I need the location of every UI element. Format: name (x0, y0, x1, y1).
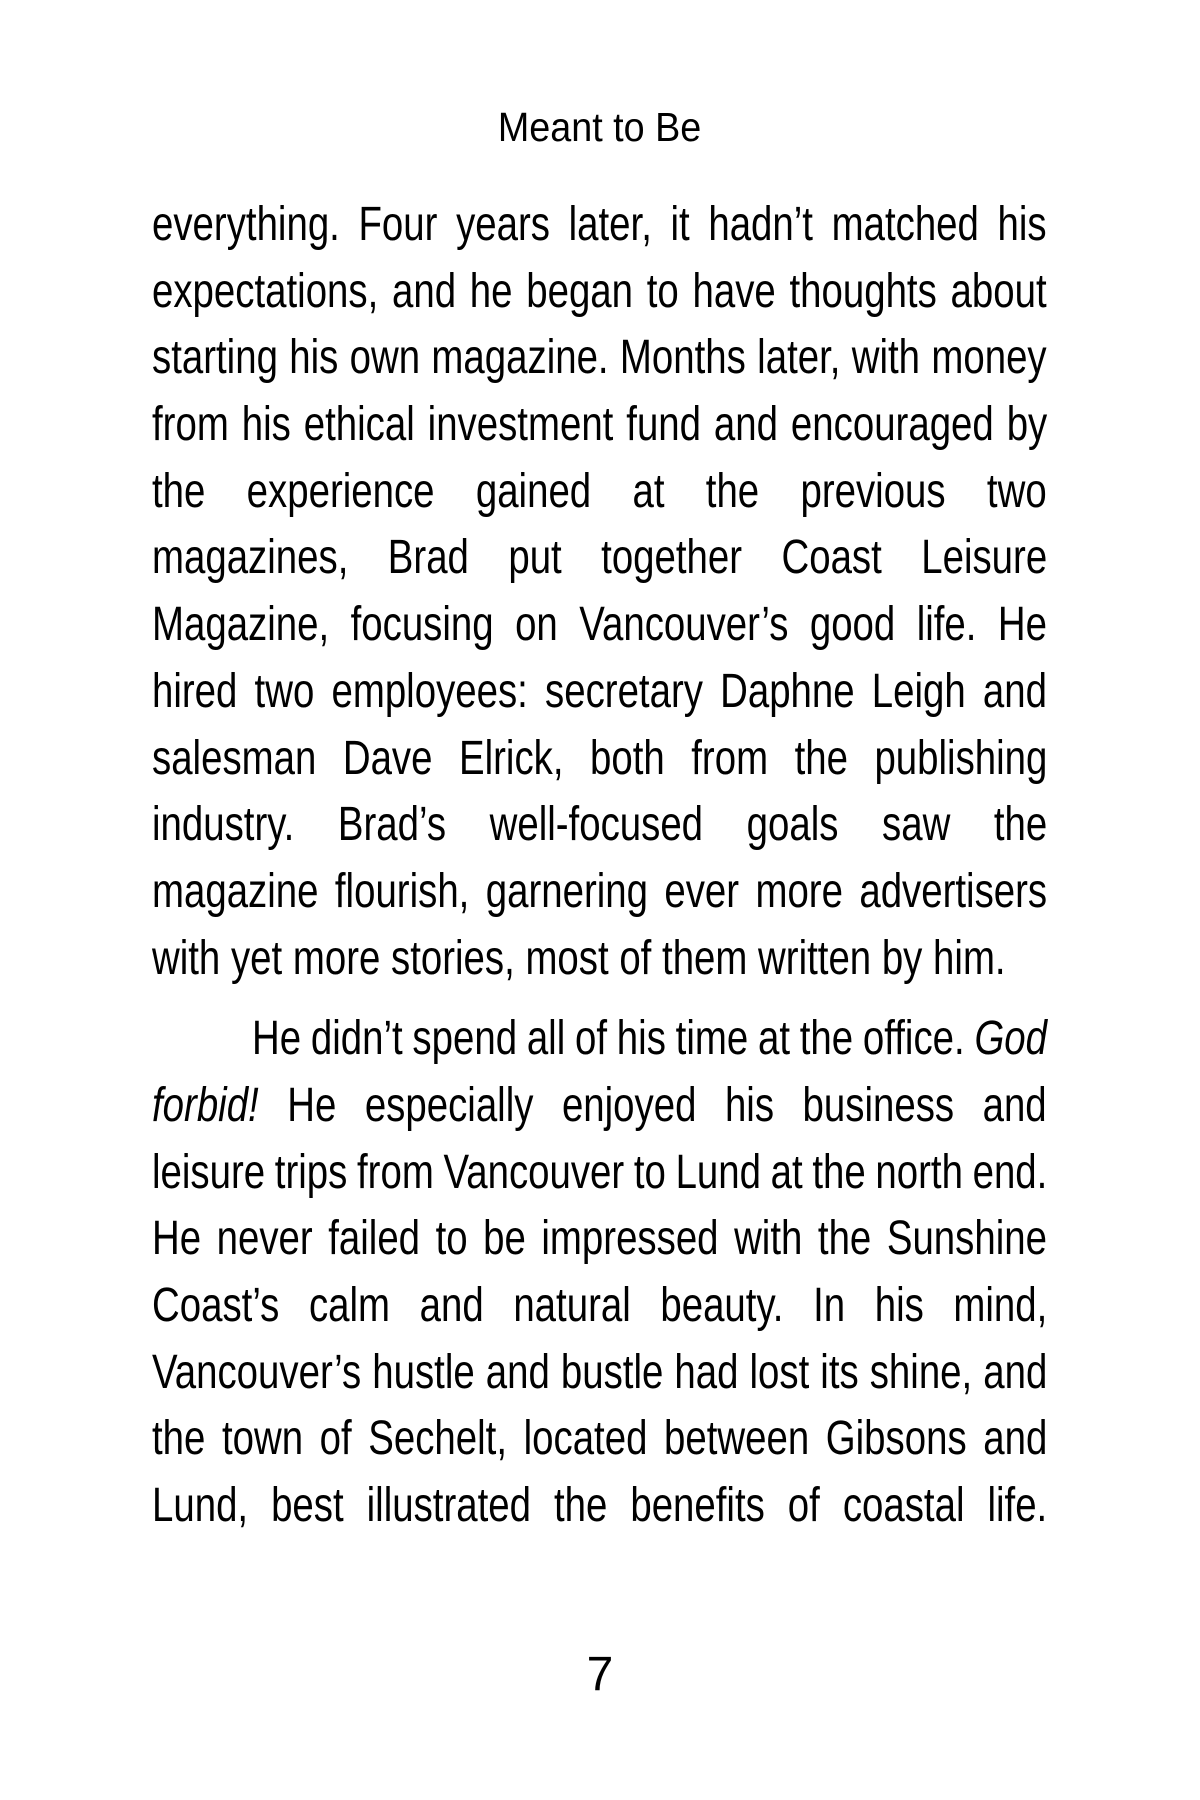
text-line-content (152, 1273, 1047, 1340)
page-number: 7 (586, 1648, 614, 1701)
text-line (152, 1406, 1047, 1473)
text-line (152, 1140, 1047, 1207)
text-line-content (152, 1206, 1047, 1273)
text-line (152, 192, 1047, 259)
paragraph (152, 192, 1047, 992)
text-line-content (152, 926, 1006, 993)
text-segment: magazine flourish, garnering ever more advertisers (152, 864, 1048, 918)
text-segment: Vancouver’s hustle and bustle had lost its shine, and (152, 1345, 1048, 1399)
text-segment: leisure trips from Vancouver to Lund at the north end. (152, 1145, 1048, 1199)
text-line-content (152, 325, 1047, 392)
text-segment: industry. Brad’s well-focused goals saw the (152, 798, 1048, 852)
text-line (152, 392, 1047, 459)
text-line (152, 859, 1047, 926)
text-segment: starting his own magazine. Months later, with money (152, 331, 1047, 385)
text-line (152, 726, 1047, 793)
text-line-content (152, 726, 1047, 793)
text-line-content (152, 792, 1047, 859)
text-segment: magazines, Brad put together Coast Leisure (152, 531, 1048, 585)
text-line-content (152, 1140, 1047, 1207)
text-line-content (152, 1073, 1047, 1140)
text-segment: salesman Dave Elrick, both from the publishing (152, 731, 1048, 785)
text-line-content (252, 1006, 1047, 1073)
text-segment: He never failed to be impressed with the Sunshine (152, 1212, 1047, 1266)
text-line (152, 325, 1047, 392)
text-line (152, 525, 1047, 592)
text-segment: He didn’t spend all of his time at the office. (252, 1012, 975, 1066)
text-line-content (152, 1473, 1047, 1540)
italic-text-segment: God (974, 1012, 1048, 1066)
text-line-content (152, 259, 1047, 326)
text-segment: the town of Sechelt, located between Gibsons and (152, 1412, 1048, 1466)
text-line (152, 1473, 1047, 1540)
text-line (152, 459, 1047, 526)
paragraph (152, 1006, 1047, 1540)
italic-text-segment: forbid! (152, 1078, 259, 1132)
text-line-content (152, 859, 1047, 926)
text-line (152, 1273, 1047, 1340)
text-segment: Lund, best illustrated the benefits of coastal life. (152, 1479, 1048, 1533)
text-line-content (152, 659, 1047, 726)
text-segment: everything. Four years later, it hadn’t matched his (152, 198, 1047, 251)
text-line (152, 1073, 1047, 1140)
text-line (152, 1340, 1047, 1407)
text-segment: the experience gained at the previous two (152, 464, 1047, 518)
text-segment: expectations, and he began to have thoughts about (152, 264, 1047, 318)
text-segment: Magazine, focusing on Vancouver’s good life. He (152, 598, 1047, 652)
page-title-text: Meant to Be (498, 104, 702, 150)
text-line (152, 659, 1047, 726)
text-segment: from his ethical investment fund and encouraged by (152, 398, 1048, 452)
text-line (152, 792, 1047, 859)
text-line-content (152, 192, 1047, 259)
text-segment: He especially enjoyed his business and (258, 1078, 1047, 1132)
text-line-content (152, 392, 1047, 459)
text-segment: hired two employees: secretary Daphne Leigh and (152, 664, 1047, 718)
text-line (152, 592, 1047, 659)
page-body (152, 192, 1047, 1540)
text-segment: Coast’s calm and natural beauty. In his mind, (152, 1279, 1048, 1332)
text-line-content (152, 1340, 1047, 1407)
text-line (152, 1206, 1047, 1273)
text-line (152, 1006, 1047, 1073)
text-line (152, 259, 1047, 326)
text-line (152, 926, 1047, 993)
text-line-content (152, 525, 1047, 592)
page-title (0, 94, 1200, 161)
text-segment: with yet more stories, most of them written by him. (152, 931, 1006, 985)
text-line-content (152, 459, 1047, 526)
text-line-content (152, 1406, 1047, 1473)
text-line-content (152, 592, 1047, 659)
